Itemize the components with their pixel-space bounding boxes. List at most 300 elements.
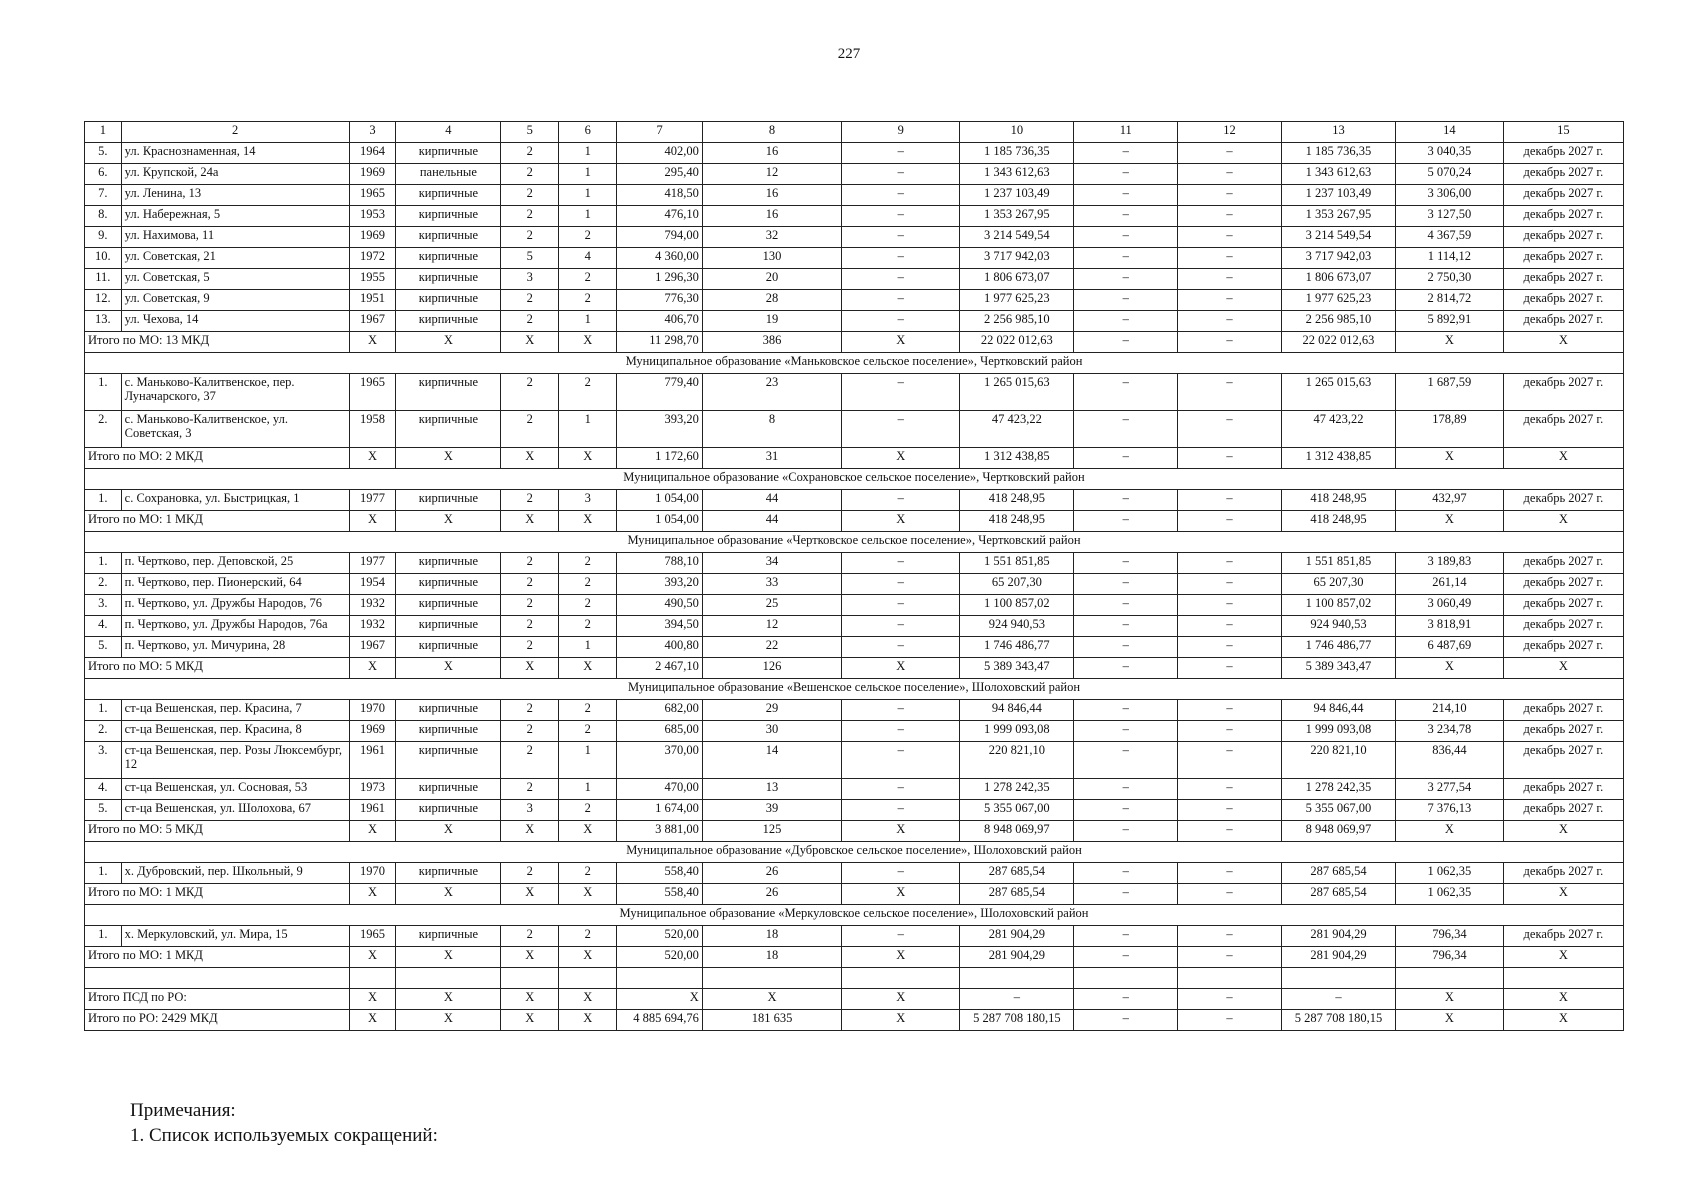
table-cell: кирпичные — [396, 926, 501, 947]
table-cell: – — [1074, 595, 1178, 616]
table-cell: кирпичные — [396, 227, 501, 248]
table-cell: 6. — [85, 164, 122, 185]
table-cell: – — [1178, 616, 1282, 637]
table-cell: 418 248,95 — [960, 490, 1074, 511]
table-cell: X — [396, 511, 501, 532]
table-cell: 2 — [501, 700, 559, 721]
table-row — [85, 374, 1624, 411]
table-cell: – — [1178, 248, 1282, 269]
table-cell: 1. — [85, 863, 122, 884]
table-cell: – — [1178, 411, 1282, 448]
column-number: 6 — [559, 122, 617, 143]
table-cell: – — [1178, 1010, 1282, 1031]
table-cell: 5. — [85, 143, 122, 164]
address-cell: п. Чертково, ул. Дружбы Народов, 76а — [121, 616, 349, 637]
table-cell: 5 355 067,00 — [1281, 800, 1395, 821]
table-row — [85, 616, 1624, 637]
table-cell: 281 904,29 — [960, 947, 1074, 968]
table-cell: – — [1074, 332, 1178, 353]
table-cell: 287 685,54 — [960, 863, 1074, 884]
table-cell: – — [1178, 721, 1282, 742]
table-cell: 1973 — [349, 779, 396, 800]
table-cell: – — [842, 574, 960, 595]
table-cell: 220 821,10 — [1281, 742, 1395, 779]
table-cell: X — [349, 658, 396, 679]
table-cell: 3 040,35 — [1395, 143, 1503, 164]
table-cell — [960, 968, 1074, 989]
table-cell: X — [842, 448, 960, 469]
table-cell: 94 846,44 — [1281, 700, 1395, 721]
table-cell: 287 685,54 — [1281, 884, 1395, 905]
table-cell: 6 487,69 — [1395, 637, 1503, 658]
table-cell: 394,50 — [617, 616, 703, 637]
table-cell: 836,44 — [1395, 742, 1503, 779]
table-cell: 178,89 — [1395, 411, 1503, 448]
total-row — [85, 947, 1624, 968]
table-cell: – — [1178, 884, 1282, 905]
table-cell: 1932 — [349, 616, 396, 637]
table-cell: 1 — [559, 779, 617, 800]
table-cell: 1 054,00 — [617, 511, 703, 532]
table-cell: 1 — [559, 311, 617, 332]
table-cell: X — [1503, 511, 1623, 532]
table-cell: 2 — [501, 311, 559, 332]
table-cell: X — [559, 1010, 617, 1031]
table-cell — [1395, 968, 1503, 989]
table-cell: 1965 — [349, 185, 396, 206]
table-cell: 3 060,49 — [1395, 595, 1503, 616]
table-cell: – — [1074, 821, 1178, 842]
table-cell: 3 234,78 — [1395, 721, 1503, 742]
address-cell: ул. Чехова, 14 — [121, 311, 349, 332]
table-cell: X — [842, 658, 960, 679]
table-cell: 1 278 242,35 — [960, 779, 1074, 800]
section-header-row — [85, 353, 1624, 374]
table-cell: – — [842, 700, 960, 721]
table-cell: 12 — [702, 616, 841, 637]
table-cell: – — [842, 779, 960, 800]
table-cell: 2 — [501, 595, 559, 616]
total-label: Итого по МО: 1 МКД — [85, 884, 350, 905]
table-cell: 2 — [501, 637, 559, 658]
table-cell: 1 551 851,85 — [1281, 553, 1395, 574]
table-cell: X — [1503, 448, 1623, 469]
table-cell: 1 — [559, 164, 617, 185]
table-cell: 26 — [702, 884, 841, 905]
table-cell: X — [1395, 332, 1503, 353]
table-cell: 1977 — [349, 553, 396, 574]
table-cell: – — [1074, 290, 1178, 311]
total-label: Итого по РО: 2429 МКД — [85, 1010, 350, 1031]
table-cell: 796,34 — [1395, 926, 1503, 947]
table-cell: 22 — [702, 637, 841, 658]
table-cell: 11. — [85, 269, 122, 290]
table-cell: 924 940,53 — [960, 616, 1074, 637]
table-cell: 34 — [702, 553, 841, 574]
table-cell: декабрь 2027 г. — [1503, 863, 1623, 884]
table-cell: 1967 — [349, 637, 396, 658]
table-cell: X — [396, 332, 501, 353]
table-cell: 44 — [702, 490, 841, 511]
table-cell: кирпичные — [396, 269, 501, 290]
table-cell: кирпичные — [396, 616, 501, 637]
table-cell: X — [842, 884, 960, 905]
table-cell: 1 806 673,07 — [960, 269, 1074, 290]
table-cell: 4 — [559, 248, 617, 269]
table-cell: 2 — [501, 227, 559, 248]
column-number: 13 — [1281, 122, 1395, 143]
table-cell: – — [842, 290, 960, 311]
table-cell: 1 999 093,08 — [960, 721, 1074, 742]
table-cell: 1967 — [349, 311, 396, 332]
table-cell: X — [501, 1010, 559, 1031]
table-cell: X — [842, 989, 960, 1010]
table-cell: декабрь 2027 г. — [1503, 269, 1623, 290]
table-cell: X — [842, 1010, 960, 1031]
table-cell: – — [1074, 721, 1178, 742]
table-cell: – — [1074, 884, 1178, 905]
table-cell: X — [617, 989, 703, 1010]
table-cell: декабрь 2027 г. — [1503, 779, 1623, 800]
table-cell: 22 022 012,63 — [960, 332, 1074, 353]
table-cell: X — [396, 658, 501, 679]
table-cell: – — [1178, 553, 1282, 574]
table-cell: – — [1178, 164, 1282, 185]
table-cell: 432,97 — [1395, 490, 1503, 511]
table-cell: 7 376,13 — [1395, 800, 1503, 821]
table-cell: 1 114,12 — [1395, 248, 1503, 269]
table-cell: – — [1074, 947, 1178, 968]
table-cell: 12 — [702, 164, 841, 185]
table-cell: 4 367,59 — [1395, 227, 1503, 248]
section-title: Муниципальное образование «Вешенское сельское поселение», Шолоховский район — [85, 679, 1624, 700]
table-cell: 29 — [702, 700, 841, 721]
table-cell: декабрь 2027 г. — [1503, 553, 1623, 574]
table-cell: кирпичные — [396, 490, 501, 511]
table-cell: 47 423,22 — [960, 411, 1074, 448]
column-number: 8 — [702, 122, 841, 143]
table-cell: 1 172,60 — [617, 448, 703, 469]
table-cell: кирпичные — [396, 290, 501, 311]
table-cell: – — [1074, 637, 1178, 658]
table-cell — [501, 968, 559, 989]
table-cell: – — [842, 206, 960, 227]
section-header-row — [85, 532, 1624, 553]
table-cell: 3 306,00 — [1395, 185, 1503, 206]
table-cell: декабрь 2027 г. — [1503, 290, 1623, 311]
total-label: Итого по МО: 1 МКД — [85, 947, 350, 968]
table-cell: 12. — [85, 290, 122, 311]
table-cell: кирпичные — [396, 637, 501, 658]
table-cell: – — [842, 185, 960, 206]
table-cell: 3. — [85, 742, 122, 779]
table-cell: – — [842, 311, 960, 332]
table-cell: X — [559, 332, 617, 353]
total-label: Итого по МО: 5 МКД — [85, 658, 350, 679]
table-cell — [85, 968, 350, 989]
section-header-row — [85, 905, 1624, 926]
table-cell: – — [1178, 800, 1282, 821]
table-cell: 33 — [702, 574, 841, 595]
table-cell: – — [842, 721, 960, 742]
table-cell: 470,00 — [617, 779, 703, 800]
total-label: Итого по МО: 2 МКД — [85, 448, 350, 469]
table-cell: 3 818,91 — [1395, 616, 1503, 637]
table-cell: 476,10 — [617, 206, 703, 227]
table-cell: 4 360,00 — [617, 248, 703, 269]
table-cell: X — [396, 1010, 501, 1031]
table-cell: 10. — [85, 248, 122, 269]
table-cell: 2 — [559, 721, 617, 742]
table-cell: – — [1178, 290, 1282, 311]
table-cell: – — [842, 227, 960, 248]
table-cell — [1074, 968, 1178, 989]
table-cell: 19 — [702, 311, 841, 332]
table-cell: 8 — [702, 411, 841, 448]
table-cell: – — [1178, 989, 1282, 1010]
table-cell: 23 — [702, 374, 841, 411]
table-cell: 8 948 069,97 — [960, 821, 1074, 842]
table-cell: X — [396, 947, 501, 968]
column-number: 3 — [349, 122, 396, 143]
table-cell: – — [1178, 637, 1282, 658]
table-cell: X — [842, 947, 960, 968]
table-cell: 1965 — [349, 374, 396, 411]
table-cell: – — [1074, 700, 1178, 721]
table-cell: 1 746 486,77 — [1281, 637, 1395, 658]
table-cell: X — [349, 511, 396, 532]
table-cell: 1 977 625,23 — [960, 290, 1074, 311]
table-cell: 281 904,29 — [960, 926, 1074, 947]
table-cell: 1 100 857,02 — [1281, 595, 1395, 616]
table-cell: X — [501, 884, 559, 905]
table-cell: 261,14 — [1395, 574, 1503, 595]
address-cell: с. Маньково-Калитвенское, пер. Луначарского, 37 — [121, 374, 349, 411]
table-cell: 1 — [559, 185, 617, 206]
table-cell: 1 296,30 — [617, 269, 703, 290]
table-cell: X — [1503, 884, 1623, 905]
column-number: 11 — [1074, 122, 1178, 143]
table-cell: 28 — [702, 290, 841, 311]
table-cell: 1961 — [349, 800, 396, 821]
table-cell: 924 940,53 — [1281, 616, 1395, 637]
notes-title: Примечания: — [130, 1100, 236, 1121]
table-cell: – — [842, 742, 960, 779]
table-cell: X — [501, 332, 559, 353]
total-row — [85, 1010, 1624, 1031]
table-cell: X — [501, 989, 559, 1010]
table-cell: X — [349, 332, 396, 353]
table-cell: кирпичные — [396, 779, 501, 800]
total-row — [85, 332, 1624, 353]
table-cell: кирпичные — [396, 206, 501, 227]
table-cell: X — [1395, 989, 1503, 1010]
table-cell: 558,40 — [617, 863, 703, 884]
address-cell: ул. Советская, 5 — [121, 269, 349, 290]
table-cell: X — [396, 884, 501, 905]
table-row — [85, 700, 1624, 721]
table-row — [85, 721, 1624, 742]
address-cell: ст-ца Вешенская, ул. Шолохова, 67 — [121, 800, 349, 821]
table-cell: 3 214 549,54 — [1281, 227, 1395, 248]
table-cell: 1 687,59 — [1395, 374, 1503, 411]
table-cell: кирпичные — [396, 700, 501, 721]
table-cell: 776,30 — [617, 290, 703, 311]
total-row — [85, 448, 1624, 469]
table-cell: 1 265 015,63 — [1281, 374, 1395, 411]
table-cell: – — [1074, 311, 1178, 332]
table-cell: декабрь 2027 г. — [1503, 574, 1623, 595]
table-cell: 2 — [559, 227, 617, 248]
table-cell: – — [1178, 595, 1282, 616]
table-cell: – — [1074, 800, 1178, 821]
table-cell: – — [1178, 143, 1282, 164]
column-number: 12 — [1178, 122, 1282, 143]
table-row — [85, 143, 1624, 164]
table-row — [85, 779, 1624, 800]
table-cell: 2 467,10 — [617, 658, 703, 679]
table-cell: 1964 — [349, 143, 396, 164]
table-cell: 5 355 067,00 — [960, 800, 1074, 821]
table-cell: – — [842, 490, 960, 511]
table-cell: 16 — [702, 143, 841, 164]
table-cell: 22 022 012,63 — [1281, 332, 1395, 353]
table-row — [85, 574, 1624, 595]
table-cell: 14 — [702, 742, 841, 779]
table-cell — [396, 968, 501, 989]
table-cell: 8. — [85, 206, 122, 227]
address-cell: х. Меркуловский, ул. Мира, 15 — [121, 926, 349, 947]
table-cell: 287 685,54 — [960, 884, 1074, 905]
table-row — [85, 595, 1624, 616]
table-cell: 406,70 — [617, 311, 703, 332]
address-cell: ул. Набережная, 5 — [121, 206, 349, 227]
table-cell: 9. — [85, 227, 122, 248]
table-cell: 558,40 — [617, 884, 703, 905]
table-cell: – — [1074, 269, 1178, 290]
table-cell: – — [1178, 511, 1282, 532]
table-cell: 400,80 — [617, 637, 703, 658]
table-cell: – — [1074, 374, 1178, 411]
table-cell: X — [702, 989, 841, 1010]
table-cell: 1. — [85, 490, 122, 511]
table-cell: – — [1074, 989, 1178, 1010]
table-cell: 220 821,10 — [960, 742, 1074, 779]
table-cell: 5 892,91 — [1395, 311, 1503, 332]
table-cell: 685,00 — [617, 721, 703, 742]
table-cell: 20 — [702, 269, 841, 290]
table-cell: 16 — [702, 185, 841, 206]
table-cell: 2 — [501, 926, 559, 947]
table-cell: 5 389 343,47 — [1281, 658, 1395, 679]
table-cell: 44 — [702, 511, 841, 532]
table-cell: X — [396, 989, 501, 1010]
table-cell — [842, 968, 960, 989]
table-cell — [559, 968, 617, 989]
table-cell: 2. — [85, 411, 122, 448]
table-cell: 30 — [702, 721, 841, 742]
table-cell: 2 — [559, 595, 617, 616]
table-cell: – — [1074, 206, 1178, 227]
table-cell: 65 207,30 — [960, 574, 1074, 595]
table-cell: кирпичные — [396, 311, 501, 332]
table-row — [85, 800, 1624, 821]
table-cell: кирпичные — [396, 721, 501, 742]
table-cell: – — [1178, 448, 1282, 469]
table-cell: 1 999 093,08 — [1281, 721, 1395, 742]
table-cell: – — [842, 553, 960, 574]
table-cell: 2 — [501, 779, 559, 800]
table-cell: 520,00 — [617, 926, 703, 947]
table-cell: – — [842, 637, 960, 658]
section-header-row — [85, 469, 1624, 490]
column-number-row — [85, 122, 1624, 143]
table-cell: 788,10 — [617, 553, 703, 574]
table-cell: декабрь 2027 г. — [1503, 143, 1623, 164]
table-cell: 31 — [702, 448, 841, 469]
table-cell: 3 717 942,03 — [1281, 248, 1395, 269]
table-cell: X — [1503, 332, 1623, 353]
table-cell: 1 977 625,23 — [1281, 290, 1395, 311]
table-cell — [1503, 968, 1623, 989]
table-cell: 796,34 — [1395, 947, 1503, 968]
table-cell: 2 — [501, 164, 559, 185]
table-cell: – — [1074, 1010, 1178, 1031]
table-cell: X — [559, 947, 617, 968]
table-cell: 794,00 — [617, 227, 703, 248]
table-cell: – — [1178, 185, 1282, 206]
register-table — [84, 121, 1624, 1031]
table-cell: 181 635 — [702, 1010, 841, 1031]
table-cell: кирпичные — [396, 374, 501, 411]
table-cell: 2 — [559, 553, 617, 574]
table-cell: 3 — [559, 490, 617, 511]
section-header-row — [85, 842, 1624, 863]
address-cell: ст-ца Вешенская, пер. Розы Люксембург, 12 — [121, 742, 349, 779]
table-cell: 3 277,54 — [1395, 779, 1503, 800]
table-cell: 5 389 343,47 — [960, 658, 1074, 679]
table-cell: 1 278 242,35 — [1281, 779, 1395, 800]
table-cell: 2 — [559, 926, 617, 947]
table-cell: X — [559, 658, 617, 679]
table-cell: 1961 — [349, 742, 396, 779]
address-cell: п. Чертково, пер. Деповской, 25 — [121, 553, 349, 574]
table-cell: 3 — [501, 800, 559, 821]
table-cell: 2 256 985,10 — [1281, 311, 1395, 332]
table-cell: 1953 — [349, 206, 396, 227]
table-cell: 2 — [501, 490, 559, 511]
table-row — [85, 863, 1624, 884]
table-cell: – — [842, 926, 960, 947]
table-cell: 386 — [702, 332, 841, 353]
column-number: 1 — [85, 122, 122, 143]
table-cell: – — [1178, 227, 1282, 248]
table-cell: 1 062,35 — [1395, 884, 1503, 905]
table-cell: 65 207,30 — [1281, 574, 1395, 595]
section-title: Муниципальное образование «Меркуловское сельское поселение», Шолоховский район — [85, 905, 1624, 926]
address-cell: х. Дубровский, пер. Школьный, 9 — [121, 863, 349, 884]
section-title: Муниципальное образование «Дубровское сельское поселение», Шолоховский район — [85, 842, 1624, 863]
table-cell: 2 256 985,10 — [960, 311, 1074, 332]
table-cell: 2 — [501, 863, 559, 884]
table-cell: 214,10 — [1395, 700, 1503, 721]
total-label: Итого по МО: 13 МКД — [85, 332, 350, 353]
table-cell: 2 750,30 — [1395, 269, 1503, 290]
table-cell: кирпичные — [396, 595, 501, 616]
table-cell: 1 746 486,77 — [960, 637, 1074, 658]
notes — [130, 1098, 438, 1148]
table-cell: декабрь 2027 г. — [1503, 616, 1623, 637]
